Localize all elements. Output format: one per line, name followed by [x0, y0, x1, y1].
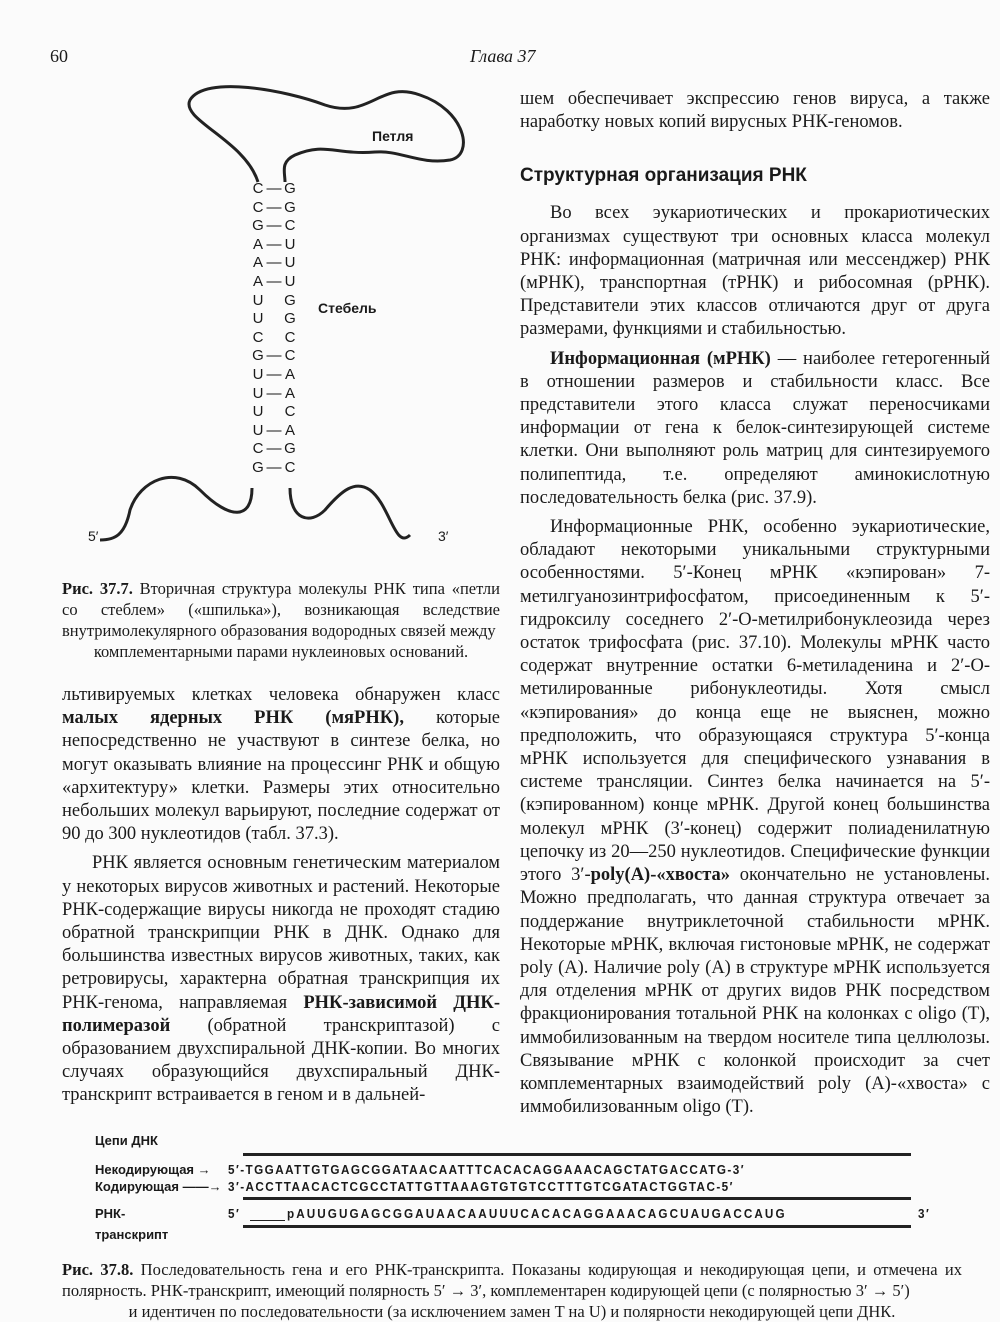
right-column — [520, 88, 990, 1119]
base-right: G — [284, 310, 296, 328]
base-bond: — — [266, 198, 282, 216]
base-left: G — [252, 347, 264, 365]
left-tail — [100, 477, 252, 540]
left-column-area — [62, 88, 500, 1108]
figure-37-8 — [0, 1127, 1000, 1249]
figure-37-7 — [62, 88, 500, 578]
right-tail — [290, 486, 410, 538]
base-right: G — [284, 198, 296, 216]
base-bond: — — [266, 347, 282, 365]
base-right: C — [284, 347, 296, 365]
caption-text: Последовательность гена и его РНК-транскрипта. Показаны кодирующая и некодирующая цепи, и отмечена их полярность. РНК-транскрипт, имеющий полярность 5′ → 3′, комплементарен кодирующей цепи (с полярностью 3′ → 5′) — [62, 1260, 962, 1301]
caption-last-line: и идентичен по последовательности (за исключением замен T на U) и полярности некодирующей цепи ДНК. — [128, 1302, 896, 1322]
label-text: Кодирующая — [95, 1179, 179, 1195]
strand-line — [243, 1197, 911, 1200]
paragraph: шем обеспечивает экспрессию генов вируса, а также наработку новых копий вирусных РНК-геномов. — [520, 89, 990, 133]
base-pair — [252, 310, 296, 327]
base-left: A — [252, 235, 263, 253]
base-left: G — [252, 459, 264, 476]
caption-label: Рис. 37.8. — [62, 1260, 134, 1280]
coding-sequence: 3′-ACCTTAACACTCGCCTATTGTTAAAGTGTGTCCTTTGTCGATACTGGTAC-5′ — [228, 1179, 734, 1195]
base-right: C — [284, 403, 296, 421]
strand-line — [243, 1153, 911, 1156]
noncoding-label: Некодирующая → — [95, 1162, 211, 1178]
base-pair — [252, 347, 296, 364]
coding-label: Кодирующая ——→ — [95, 1179, 222, 1195]
base-left: U — [252, 403, 264, 421]
label-text: Некодирующая — [95, 1162, 195, 1178]
loop-outline — [189, 87, 463, 182]
base-right: U — [284, 235, 296, 253]
base-right: G — [284, 180, 296, 197]
stem-label: Стебель — [318, 300, 377, 316]
base-bond: — — [266, 366, 282, 383]
base-pair — [252, 403, 296, 420]
caption-label: Рис. 37.7. — [62, 579, 133, 598]
base-left: U — [252, 310, 264, 328]
left-column — [62, 684, 500, 1108]
base-pair — [252, 440, 296, 457]
rna-5-end: 5′ — [228, 1206, 241, 1222]
text: РНК является основным генетическим материалом у некоторых вирусов животных и растений. Некоторые РНК-содержащие вирусы никогда не проходят стадию обратной транскрипции РНК в ДНК. Однако для большинства известных вирусов животных, таких, как ретровирусы, характерна обратная транскрипция их РНК-генома, направляемая — [62, 853, 500, 1013]
paragraph — [520, 348, 990, 510]
base-bond: — — [266, 459, 282, 476]
noncoding-sequence: 5′-TGGAATTGTGAGCGGATAACAATTTCACACAGGAAACAGCTATGACCATG-3′ — [228, 1162, 745, 1178]
base-right: G — [284, 291, 296, 309]
base-pair — [252, 329, 296, 346]
two-column-area — [0, 88, 1000, 1119]
base-bond: — — [266, 217, 282, 235]
rna-label: РНК- — [95, 1206, 126, 1222]
base-pair — [252, 254, 296, 271]
text: которые непосредственно не участвуют в синтезе белка, но могут оказывать влияние на процессинг РНК и общую «архитектуру» клетки. Размеры этих относительно небольших молекул варьируют, последние содержат от 90 до 300 нуклеотидов (табл. 37.3). — [62, 708, 500, 845]
section-heading: Структурная организация РНК — [520, 165, 807, 187]
paragraph: Во всех эукариотических и прокариотических организмах существуют три основных класса молекул РНК: информационная (матричная или мессенджер) РНК (мРНК), транспортная (тРНК) и рибосомная (рРНК). Представители этих классов отличаются друг от друга размерами, функциями и стабильностью. — [520, 203, 990, 340]
figure-37-8-caption — [62, 1259, 962, 1322]
paragraph — [62, 852, 500, 1107]
base-left: A — [252, 254, 263, 272]
base-pair — [252, 217, 296, 234]
paragraph — [62, 684, 500, 846]
page-header — [0, 0, 1000, 88]
page-number: 60 — [50, 46, 68, 66]
base-bond: — — [266, 235, 282, 253]
text: Информационные РНК, особенно эукариотические, обладают некоторыми уникальными структурными особенностями. 5′-Конец мРНК «кэпирован» 7-метилгуанозинтрифосфатом, присоединенным к 5′-гидроксилу соседнего 2′-О-метилрибонуклеозида через остаток трифосфата (рис. 37.10). Молекулы мРНК часто содержат внутренние остатки 6-метиладенина и 2′-О-метилированные рибонуклеотиды. Хотя смысл «кэпирования» до конца еще не выяснен, можно предположить, что образующаяся структура 5′-конца мРНК используется для специфического узнавания в системе трансляции. Синтез белка начинается на 5′-(кэпированном) конце мРНК. Другой конец большинства молекул мРНК (3′-конец) содержит полиаденилатную цепочку из 20—250 нуклеотидов. Специфические функции этого 3′- — [520, 517, 990, 886]
base-pair — [252, 366, 296, 383]
base-right: G — [284, 440, 296, 458]
end-5-label: 5′ — [88, 528, 99, 544]
base-right: C — [284, 217, 296, 235]
base-left: C — [252, 198, 264, 216]
base-bond: — — [266, 440, 282, 458]
base-left: C — [252, 328, 264, 346]
base-pair — [252, 292, 296, 309]
loop-label: Петля — [372, 128, 414, 144]
base-pair — [252, 199, 296, 216]
term: poly(A)-«хвоста» — [590, 865, 731, 886]
base-right: A — [284, 421, 295, 439]
text: — наиболее гетерогенный в отношении размеров и стабильности класс. Все представители этого класса служат переносчиками информации от гена к белок-синтезирующей системе клетки. Они выполняют роль матриц для синтезируемого полипептида, т.е. определяют аминокислотную последовательность белка (рис. 37.9). — [520, 348, 991, 508]
base-pair — [252, 273, 296, 290]
base-left: C — [252, 180, 264, 197]
term: РНК-зависимой ДНК-полимеразой — [62, 992, 500, 1036]
base-left: U — [252, 421, 264, 439]
rna-leader-line — [250, 1220, 285, 1221]
base-right: A — [284, 384, 295, 402]
base-pair — [252, 459, 296, 476]
base-pair — [252, 422, 296, 439]
base-pair — [252, 180, 296, 197]
base-bond: — — [266, 384, 282, 402]
text: (обратной транскриптазой) с образованием двухспиральной ДНК-копии. Во многих случаях образующийся двухспиральный ДНК-транскрипт встраивается в геном и в дальней- — [62, 1015, 500, 1106]
base-bond: — — [266, 421, 282, 439]
figure-37-7-caption — [62, 578, 500, 662]
caption-last-line: комплементарными парами нуклеиновых оснований. — [93, 642, 469, 661]
term: малых ядерных РНК (мяРНК), — [62, 708, 404, 729]
base-bond: — — [266, 273, 282, 290]
rna-sequence: pAUUGUGAGCGGAUAACAAUUUCACACAGGAAACAGCUAUGACCAUG — [287, 1206, 787, 1222]
end-3-label: 3′ — [438, 528, 449, 544]
chapter-title: Глава 37 — [470, 46, 536, 66]
base-pair — [252, 236, 296, 253]
rna-label-2: транскрипт — [95, 1227, 169, 1243]
rna-3-end: 3′ — [918, 1206, 931, 1222]
base-left: G — [252, 217, 264, 235]
hairpin-diagram — [80, 80, 520, 560]
base-left: U — [252, 291, 264, 309]
base-right: C — [284, 328, 296, 346]
base-left: C — [252, 440, 264, 458]
base-left: U — [252, 384, 264, 402]
dna-strands-title: Цепи ДНК — [95, 1133, 158, 1149]
base-right: C — [284, 459, 296, 476]
text: окончательно не установлены. Можно предполагать, что данная структура отвечает за поддержание внутриклеточной стабильности мРНК. Некоторые мРНК, включая гистоновые мРНК, не содержат poly (A). Наличие poly (A) в структуре мРНК используется для отделения мРНК от других видов РНК посредством фракционирования тотальной РНК на колонках с oligo (T), иммобилизованным на твердом носителе типа целлюлозы. Связывание мРНК с колонкой происходит за счет комплементарных взаимодействий poly (A)-«хвоста» с иммобилизованным oligo (T). — [520, 865, 990, 1118]
base-right: U — [284, 254, 296, 272]
caption-text: Вторичная структура молекулы РНК типа «петли со стеблем» («шпилька»), возникающая вследствие внутримолекулярного образования водородных связей между — [62, 579, 500, 640]
base-bond: — — [266, 254, 282, 272]
base-left: U — [252, 366, 264, 383]
base-right: A — [284, 366, 295, 383]
paragraph — [520, 516, 990, 1119]
base-bond: — — [266, 180, 282, 197]
strand-line — [243, 1225, 911, 1228]
base-right: U — [284, 273, 296, 290]
base-left: A — [252, 273, 263, 290]
text: льтивируемых клетках человека обнаружен класс — [62, 685, 500, 705]
base-pair — [252, 385, 296, 402]
term: Информационная (мРНК) — [550, 348, 771, 369]
